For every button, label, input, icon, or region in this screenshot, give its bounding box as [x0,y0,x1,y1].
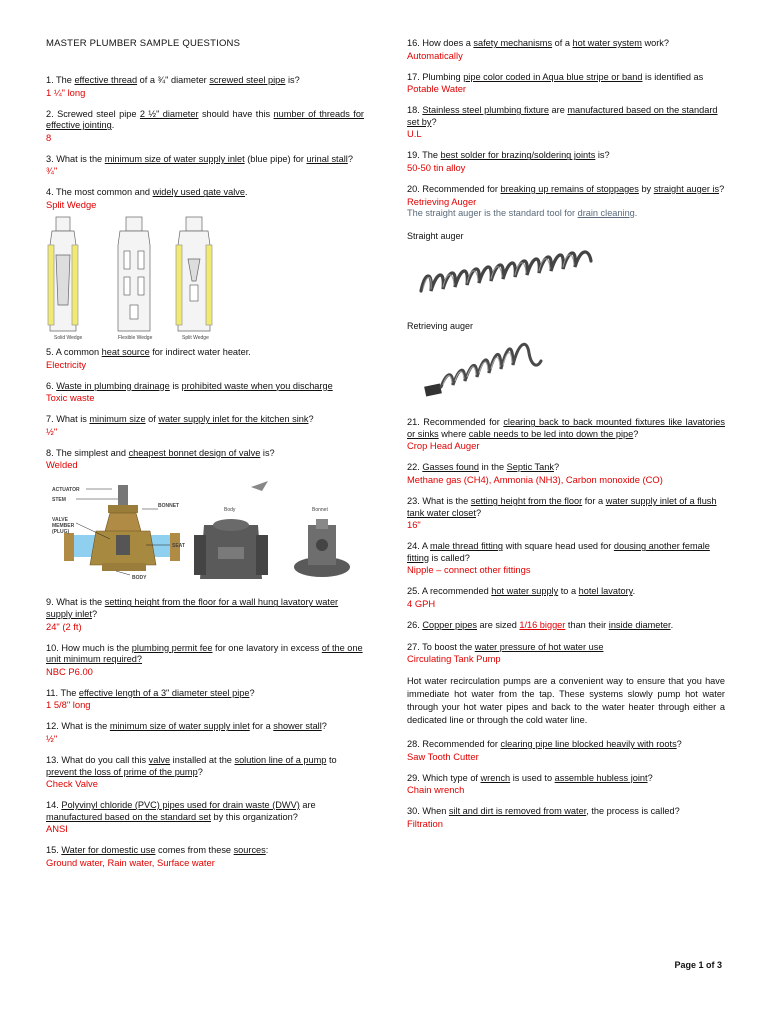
question-11: 11. The effective length of a 3" diameter steel pipe? [46,687,255,698]
answer-25: 4 GPH [407,597,436,609]
question-18: 18. Stainless steel plumbing fixture are manufactured based on the standard set by? [407,105,718,127]
flexible-wedge-label: Flexible Wedge [118,334,153,341]
answer-6: Toxic waste [46,392,95,404]
question-22: 22. Gasses found in the Septic Tank? [407,462,560,473]
plug-label: (PLUG) [52,529,70,536]
question-30: 30. When silt and dirt is removed from water, the process is called? [407,806,680,817]
answer-1: 1 ¼" long [46,86,86,98]
question-21: 21. Recommended for clearing back to back mounted fixtures like lavatories or sinks where cable needs to be led into down the pipe? [407,417,725,439]
question-6: 6. Waste in plumbing drainage is prohibited waste when you discharge [46,380,333,391]
bonnet-photo-label: Bonnet [312,507,328,514]
answer-8: Welded [46,459,78,471]
question-7: 7. What is minimum size of water supply inlet for the kitchen sink? [46,414,314,425]
valve-parts-image [46,475,364,593]
answer-5: Electricity [46,358,87,370]
answer-10: NBC P6.00 [46,665,93,677]
brand-logo [251,481,268,491]
split-wedge-label: Split Wedge [182,334,209,341]
answer-12: ½" [46,732,58,744]
question-3: 3. What is the minimum size of water supply inlet (blue pipe) for urinal stall? [46,153,353,164]
answer-17: Potable Water [407,83,467,95]
question-29: 29. Which type of wrench is used to assemble hubless joint? [407,772,653,783]
page-number: Page 1 of 3 [674,960,722,970]
valve-body-photo [194,519,268,579]
question-8: 8. The simplest and cheapest bonnet design of valve is? [46,447,275,458]
solid-wedge-drawing [48,217,78,331]
answer-15: Ground water, Rain water, Surface water [46,856,215,868]
answer-18: U.L [407,128,422,140]
question-27: 27. To boost the water pressure of hot water use [407,641,604,652]
question-17: 17. Plumbing pipe color coded in Aqua blue stripe or band is identified as [407,71,704,82]
answer-29: Chain wrench [407,784,465,796]
answer-27: Circulating Tank Pump [407,653,501,665]
auger-note: The straight auger is the standard tool for drain cleaning. [407,207,638,218]
question-2: 2. Screwed steel pipe 2 ½" diameter should have this number of threads for effective jointing. [46,108,364,131]
flexible-wedge-drawing [118,217,150,331]
body-photo-label: Body [224,507,236,514]
valve-cutaway-drawing [64,485,180,571]
bonnet-label: BONNET [158,503,180,510]
question-5: 5. A common heat source for indirect water heater. [46,346,251,357]
body-label: BODY [132,575,147,582]
split-wedge-drawing [176,217,212,331]
retrieving-auger-figure [407,331,725,409]
seat-label: SEAT [172,543,185,550]
question-4: 4. The most common and widely used gate valve. [46,187,248,198]
answer-3: ¾" [46,165,58,177]
recirculation-pump-paragraph: Hot water recirculation pumps are a convenient way to ensure that you have immediate hot water from the tap. These systems slowly pump hot water through your hot water pipes and back to the water heater through either a dedicated line or through the cold water line. [407,676,725,726]
answer-9: 24" (2 ft) [46,620,82,632]
gate-valve-wedge-image [46,215,246,343]
question-24: 24. A male thread fitting with square head used for dousing another female fitting is called? [407,541,710,563]
question-16: 16. How does a safety mechanisms of a hot water system work? [407,38,669,48]
straight-auger-caption: Straight auger [407,231,464,242]
solid-wedge-label: Solid Wedge [54,334,83,341]
straight-auger-image [407,241,607,313]
answer-7: ½" [46,425,58,437]
valve-label: VALVE [52,517,68,524]
gate-valve-wedge-figure [46,215,364,343]
question-23: 23. What is the setting height from the floor for a water supply inlet of a flush tank water closet? [407,495,717,518]
question-9: 9. What is the setting height from the floor for a wall hung lavatory water supply inlet? [46,597,339,619]
straight-auger-figure [407,241,725,313]
actuator-label: ACTUATOR [52,487,80,494]
stem-label: STEM [52,497,66,504]
answer-11: 1 5/8" long [46,699,91,711]
question-10: 10. How much is the plumbing permit fee for one lavatory in excess of the one unit minimum required? [46,642,363,665]
question-14: 14. Polyvinyl chloride (PVC) pipes used for drain waste (DWV) are manufactured based on the standard set by this organization? [46,800,316,822]
answer-2: 8 [46,131,52,143]
question-25: 25. A recommended hot water supply to a hotel lavatory. [407,586,636,597]
question-15: 15. Water for domestic use comes from these sources: [46,845,269,856]
question-28: 28. Recommended for clearing pipe line blocked heavily with roots? [407,739,682,750]
left-column [46,38,364,879]
answer-24: Nipple – connect other fittings [407,564,531,576]
answer-20: Retrieving Auger [407,195,477,207]
question-12: 12. What is the minimum size of water supply inlet for a shower stall? [46,721,327,732]
valve-bonnet-photo [294,519,350,577]
valve-parts-figure [46,475,364,593]
question-19: 19. The best solder for brazing/soldering joints is? [407,150,610,161]
question-13: 13. What do you call this valve installed at the solution line of a pump to prevent the loss of prime of the pump? [46,754,337,777]
answer-16: Automatically [407,49,463,61]
question-20: 20. Recommended for breaking up remains of stoppages by straight auger is? [407,183,725,194]
answer-19: 50-50 tin alloy [407,161,466,173]
answer-14: ANSI [46,823,68,835]
right-column [407,38,725,840]
answer-4: Split Wedge [46,198,97,210]
drain-cleaning-link[interactable]: drain cleaning [577,207,635,218]
answer-13: Check Valve [46,778,98,790]
answer-23: 16" [407,519,421,531]
retrieving-auger-image [407,331,607,409]
member-label: MEMBER [52,523,75,530]
page-title: MASTER PLUMBER SAMPLE QUESTIONS [46,38,241,49]
retrieving-auger-caption: Retrieving auger [407,321,474,332]
answer-28: Saw Tooth Cutter [407,750,479,762]
answer-30: Filtration [407,817,443,829]
question-1: 1. The effective thread of a ¾" diameter screwed steel pipe is? [46,75,300,85]
answer-22: Methane gas (CH4), Ammonia (NH3), Carbon monoxide (CO) [407,473,663,485]
answer-26: 1/16 bigger [519,619,566,630]
question-26: 26. Copper pipes are sized 1/16 bigger than their inside diameter. [407,619,674,630]
answer-21: Crop Head Auger [407,440,480,452]
